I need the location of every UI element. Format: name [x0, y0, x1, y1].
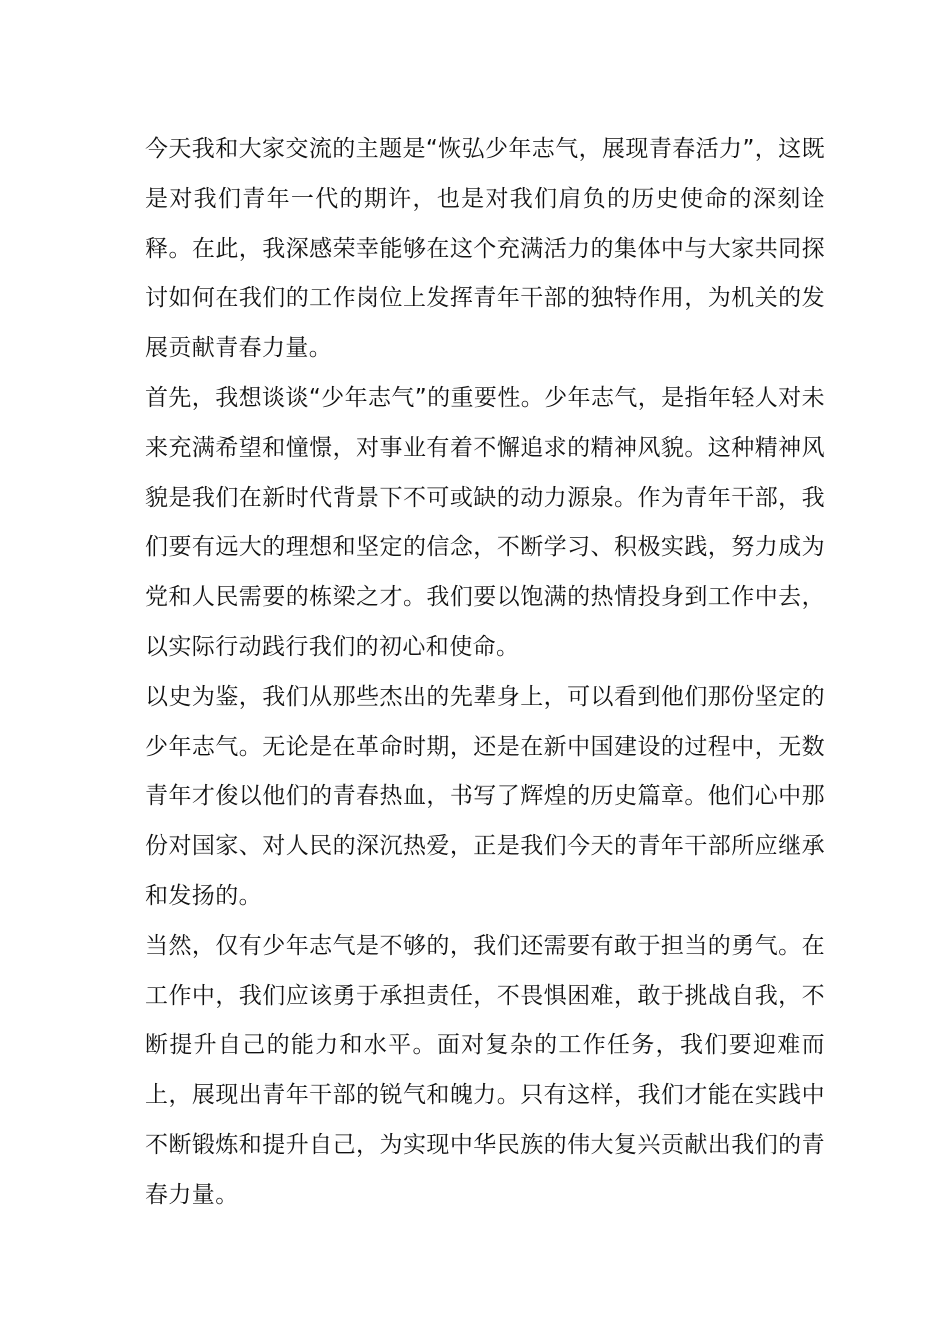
paragraph-1: 今天我和大家交流的主题是“恢弘少年志气，展现青春活力”，这既是对我们青年一代的期许，也是对我们肩负的历史使命的深刻诠释。在此，我深感荣幸能够在这个充满活力的集体中与大家共同探讨如何在我们的工作岗位上发挥青年干部的独特作用，为机关的发展贡献青春力量。	[145, 136, 825, 362]
paragraph-2: 首先，我想谈谈“少年志气”的重要性。少年志气，是指年轻人对未来充满希望和憧憬，对事业有着不懈追求的精神风貌。这种精神风貌是我们在新时代背景下不可或缺的动力源泉。作为青年干部，我们要有远大的理想和坚定的信念，不断学习、积极实践，努力成为党和人民需要的栋梁之才。我们要以饱满的热情投身到工作中去，以实际行动践行我们的初心和使命。	[145, 384, 825, 660]
paragraph-4: 当然，仅有少年志气是不够的，我们还需要有敢于担当的勇气。在工作中，我们应该勇于承担责任，不畏惧困难，敢于挑战自我，不断提升自己的能力和水平。面对复杂的工作任务，我们要迎难而上，展现出青年干部的锐气和魄力。只有这样，我们才能在实践中不断锻炼和提升自己，为实现中华民族的伟大复兴贡献出我们的青春力量。	[145, 932, 825, 1208]
document-body	[145, 125, 825, 1221]
paragraph-3: 以史为鉴，我们从那些杰出的先辈身上，可以看到他们那份坚定的少年志气。无论是在革命时期，还是在新中国建设的过程中，无数青年才俊以他们的青春热血，书写了辉煌的历史篇章。他们心中那份对国家、对人民的深沉热爱，正是我们今天的青年干部所应继承和发扬的。	[145, 683, 825, 909]
